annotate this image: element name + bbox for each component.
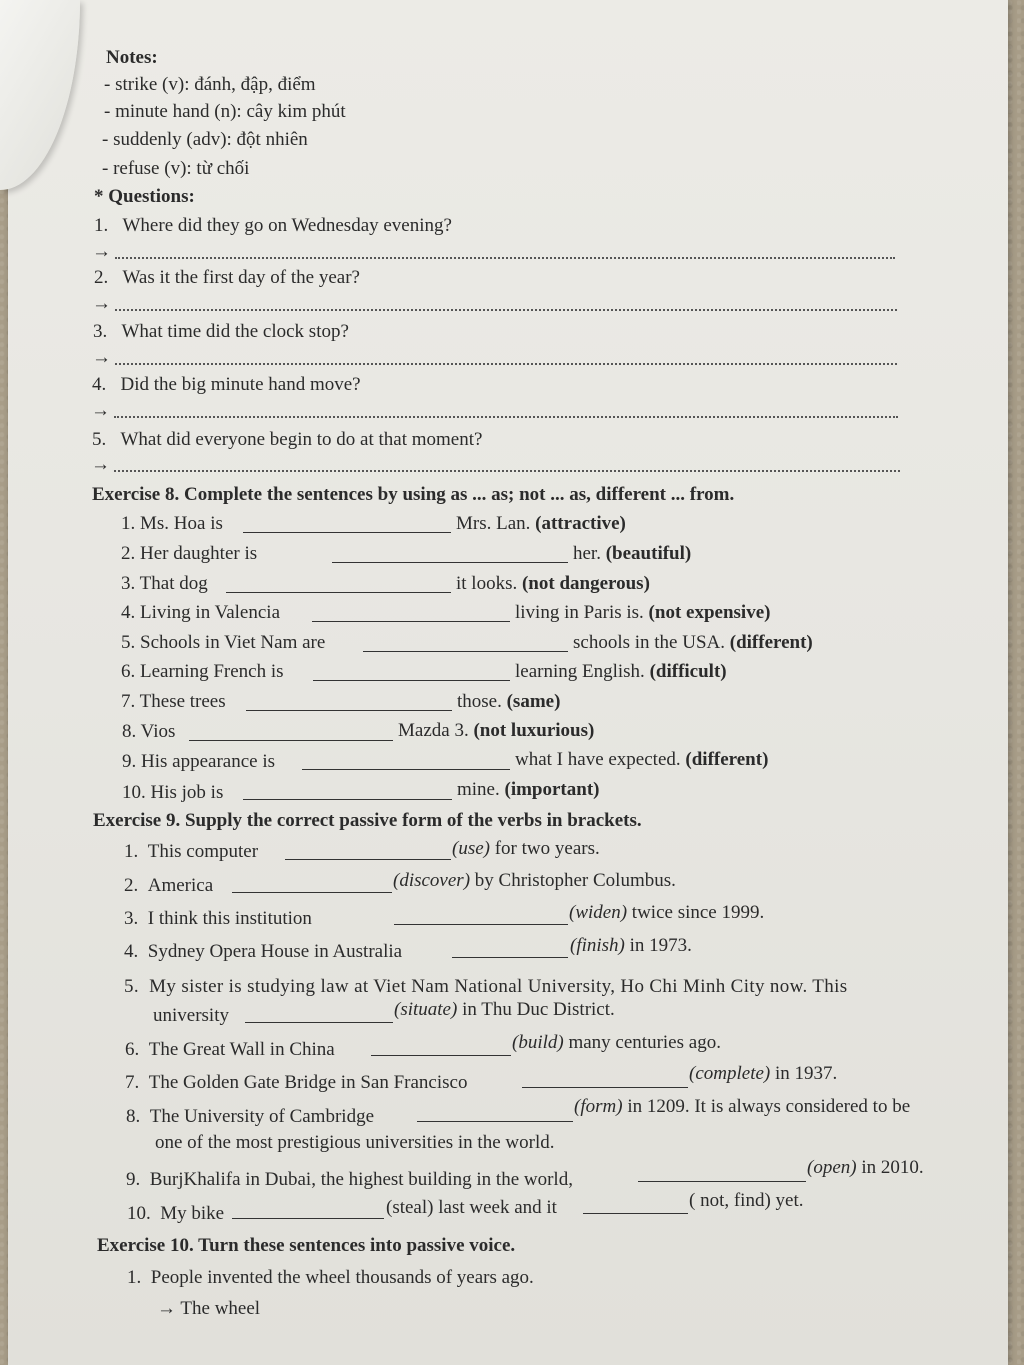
exercise8-item-rest: schools in the USA. (different) (573, 632, 813, 653)
exercise8-item-rest: learning English. (difficult) (515, 661, 727, 682)
verb-hint: (form) (574, 1096, 623, 1117)
word-hint: (attractive) (535, 513, 626, 534)
answer-line[interactable] (92, 292, 897, 316)
questions-heading: * Questions: (94, 186, 195, 207)
question-text: What time did the clock stop? (121, 321, 349, 342)
exercise8-item: 7. These trees (121, 691, 226, 712)
exercise8-item: 1. Ms. Hoa is (121, 513, 223, 534)
exercise8-item: 4. Living in Valencia (121, 602, 281, 623)
arrow-icon: → (91, 454, 110, 475)
question-item (94, 266, 360, 290)
exercise9-heading: Exercise 9. Supply the correct passive form of the verbs in brackets. (93, 810, 642, 831)
answer-blank[interactable] (246, 692, 452, 711)
word-hint: (beautiful) (605, 543, 692, 564)
verb-hint: (finish) (570, 935, 625, 956)
answer-blank[interactable] (302, 751, 510, 770)
exercise9-item: 2. America (124, 875, 214, 896)
notes-heading: Notes: (106, 47, 158, 68)
answer-blank[interactable] (245, 1004, 393, 1023)
answer-blank[interactable] (285, 841, 451, 860)
question-text: Was it the first day of the year? (122, 267, 360, 288)
arrow-icon: → (91, 400, 110, 421)
exercise8-item: 9. His appearance is (122, 751, 275, 772)
answer-blank[interactable] (638, 1163, 806, 1182)
dotted-answer-blank[interactable] (114, 414, 898, 418)
answer-blank[interactable] (452, 939, 568, 958)
exercise9-item: 10. My bike (127, 1203, 225, 1224)
exercise9-item: 9. BurjKhalifa in Dubai, the highest building in the world, (126, 1169, 573, 1190)
exercise10-answer-stub[interactable]: → The wheel (157, 1298, 261, 1319)
exercise9-item: 4. Sydney Opera House in Australia (124, 941, 403, 962)
exercise9-item-rest: (use) for two years. (452, 838, 600, 859)
answer-line[interactable] (92, 346, 897, 370)
arrow-icon: → (92, 293, 111, 314)
note-item: - refuse (v): từ chối (102, 158, 250, 179)
answer-blank[interactable] (417, 1103, 573, 1122)
answer-blank[interactable] (363, 633, 568, 652)
exercise9-item-rest: (open) in 2010. (807, 1157, 924, 1178)
exercise9-item-rest: (form) in 1209. It is always considered to be (574, 1096, 911, 1117)
question-item (94, 214, 452, 238)
exercise9-item: 5. My sister is studying law at Viet Nam National University, Ho Chi Minh City now. This (124, 976, 848, 997)
exercise8-item-rest: it looks. (not dangerous) (456, 573, 650, 594)
note-item: - minute hand (n): cây kim phút (104, 101, 346, 122)
answer-blank[interactable] (313, 662, 510, 681)
word-hint: (difficult) (649, 661, 727, 682)
word-hint: (not luxurious) (473, 720, 595, 741)
verb-hint: (use) (452, 838, 490, 859)
answer-blank[interactable] (371, 1037, 511, 1056)
answer-blank[interactable] (189, 722, 393, 741)
exercise9-item-rest: ( not, find) yet. (689, 1190, 804, 1211)
question-text: What did everyone begin to do at that moment? (120, 429, 483, 450)
verb-hint: (steal) (386, 1197, 434, 1218)
note-item: - suddenly (adv): đột nhiên (102, 129, 308, 150)
answer-blank[interactable] (394, 906, 568, 925)
exercise8-item: 10. His job is (122, 782, 224, 803)
dotted-answer-blank[interactable] (115, 255, 895, 259)
question-number: 3. (93, 321, 108, 342)
dotted-answer-blank[interactable] (115, 361, 897, 365)
exercise9-item: 8. The University of Cambridge (126, 1106, 375, 1127)
answer-blank[interactable] (226, 574, 451, 593)
verb-hint: (situate) (394, 999, 458, 1020)
exercise8-item-rest: her. (beautiful) (573, 543, 692, 564)
exercise8-item: 6. Learning French is (121, 661, 284, 682)
note-item: - strike (v): đánh, đập, điểm (104, 74, 316, 95)
exercise8-item: 5. Schools in Viet Nam are (121, 632, 326, 653)
dotted-answer-blank[interactable] (115, 307, 897, 311)
answer-blank[interactable] (522, 1069, 688, 1088)
question-number: 2. (94, 267, 109, 288)
exercise9-item-line2: one of the most prestigious universities in the world. (155, 1132, 555, 1153)
dotted-answer-blank[interactable] (114, 468, 900, 472)
arrow-icon: → (92, 241, 111, 262)
question-number: 1. (94, 215, 109, 236)
exercise9-item-rest: (widen) twice since 1999. (569, 902, 765, 923)
verb-hint: (build) (512, 1032, 564, 1053)
exercise10-item: 1. People invented the wheel thousands of years ago. (127, 1267, 534, 1288)
exercise9-item: 7. The Golden Gate Bridge in San Francisco (125, 1072, 468, 1093)
answer-line[interactable] (91, 453, 900, 477)
exercise8-item-rest: mine. (important) (457, 779, 600, 800)
answer-blank[interactable] (332, 544, 568, 563)
verb-hint: (complete) (689, 1063, 771, 1084)
answer-blank[interactable] (232, 874, 392, 893)
answer-line[interactable] (92, 240, 895, 264)
word-hint: (not dangerous) (521, 573, 650, 594)
exercise8-item: 3. That dog (121, 573, 208, 594)
answer-blank[interactable] (583, 1195, 688, 1214)
question-number: 5. (92, 429, 107, 450)
exercise9-item-rest: (situate) in Thu Duc District. (394, 999, 615, 1020)
word-hint: (same) (506, 691, 561, 712)
word-hint: (important) (504, 779, 600, 800)
exercise8-item-rest: Mazda 3. (not luxurious) (398, 720, 595, 741)
verb-hint: ( not, find) (689, 1190, 771, 1211)
exercise10-heading: Exercise 10. Turn these sentences into passive voice. (97, 1235, 516, 1256)
exercise8-item-rest: those. (same) (457, 691, 561, 712)
question-item (92, 428, 482, 452)
exercise8-item: 8. Vios (122, 721, 176, 742)
exercise9-item: 3. I think this institution (124, 908, 312, 929)
verb-hint: (widen) (569, 902, 628, 923)
answer-blank[interactable] (232, 1200, 384, 1219)
question-item (92, 373, 361, 397)
word-hint: (not expensive) (648, 602, 771, 623)
exercise8-item-rest: what I have expected. (different) (515, 749, 769, 770)
exercise8-item: 2. Her daughter is (121, 543, 258, 564)
answer-blank[interactable] (312, 603, 510, 622)
question-text: Did the big minute hand move? (120, 374, 361, 395)
exercise9-item-mid: (steal) last week and it (386, 1197, 557, 1218)
question-number: 4. (92, 374, 107, 395)
exercise8-item-rest: living in Paris is. (not expensive) (515, 602, 771, 623)
answer-line[interactable] (91, 399, 898, 423)
answer-blank[interactable] (243, 514, 451, 533)
question-text: Where did they go on Wednesday evening? (122, 215, 452, 236)
word-hint: (different) (729, 632, 813, 653)
verb-hint: (open) (807, 1157, 857, 1178)
question-item (93, 320, 349, 344)
exercise9-item-line2: university (153, 1005, 229, 1026)
exercise9-item: 1. This computer (124, 841, 259, 862)
exercise9-item-rest: (discover) by Christopher Columbus. (393, 870, 676, 891)
exercise9-item: 6. The Great Wall in China (125, 1039, 335, 1060)
arrow-icon: → (92, 347, 111, 368)
exercise8-heading: Exercise 8. Complete the sentences by using as ... as; not ... as, different ... from. (92, 484, 735, 505)
exercise9-item-rest: (complete) in 1937. (689, 1063, 838, 1084)
exercise9-item-rest: (build) many centuries ago. (512, 1032, 721, 1053)
word-hint: (different) (685, 749, 769, 770)
verb-hint: (discover) (393, 870, 471, 891)
exercise9-item-rest: (finish) in 1973. (570, 935, 692, 956)
exercise8-item-rest: Mrs. Lan. (attractive) (456, 513, 626, 534)
answer-blank[interactable] (243, 781, 452, 800)
